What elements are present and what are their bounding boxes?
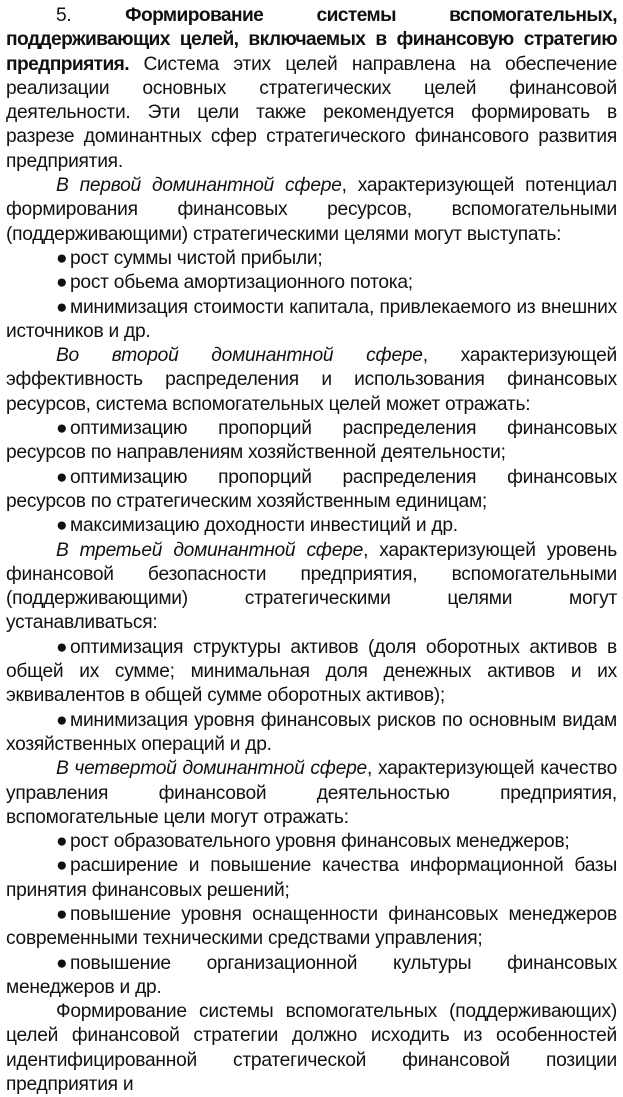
bullet-icon: ● [56,831,68,853]
list-item-text: рост суммы чистой прибыли; [70,247,323,269]
list-item-text: рост обьема амортизационного потока; [70,272,413,294]
sphere-text-4: , характеризующей качество управления финансовой деятельностью предприятия, вспомогательные цели могут отражать: [6,758,617,828]
bullet-icon: ● [56,855,68,877]
sphere-paragraph-1 [6,174,617,247]
bullet-icon: ● [56,296,68,318]
list-item [6,466,617,515]
list-item [6,514,617,538]
list-item [6,854,617,903]
list-item [6,296,617,345]
list-item [6,709,617,758]
sphere-paragraph-3 [6,539,617,636]
list-item-text: повышение организационной культуры финансовых менеджеров и др. [6,952,617,998]
sphere-lead-3: В третьей доминантной сфере [56,539,364,561]
bullet-icon: ● [56,515,68,537]
bullet-icon: ● [56,247,68,269]
list-item-text: минимизация стоимости капитала, привлекаемого из внешних источников и др. [6,296,617,342]
closing-paragraph: Формирование системы вспомогательных (поддерживающих) целей финансовой стратегии должно исходить из особенностей идентифицированной стратегической финансовой позиции предприятия и [6,1001,617,1096]
bullet-icon: ● [56,418,68,440]
bullet-icon: ● [56,636,68,658]
sphere-lead-4: В четвертой доминантной сфере [56,758,367,780]
sphere-text-3: , характеризующей уровень финансовой безопасности предприятия, вспомогательными (поддерживающими) стратегическими целями могут устанавливаться: [6,539,618,634]
list-item [6,903,617,952]
sphere-lead-2: Во второй доминантной сфере [56,345,423,367]
list-item [6,952,617,1001]
bullet-icon: ● [56,466,68,488]
list-item [6,830,617,854]
intro-paragraph [6,4,617,174]
list-item [6,417,617,466]
list-item [6,271,617,295]
list-item [6,247,617,271]
sphere-text-2: , характеризующей эффективность распределения и использования финансовых ресурсов, система вспомогательных целей может отражать: [6,345,617,415]
bullet-icon: ● [56,952,68,974]
list-item-text: оптимизацию пропорций распределения финансовых ресурсов по направлениям хозяйственной деятельности; [6,418,617,464]
bullet-icon: ● [56,272,68,294]
bullet-icon: ● [56,903,68,925]
sphere-paragraph-4 [6,757,617,830]
list-item-text: оптимизацию пропорций распределения финансовых ресурсов по стратегическим хозяйственным единицам; [6,466,617,512]
intro-text: Система этих целей направлена на обеспечение реализации основных стратегических целей финансовой деятельности. Эти цели также рекомендуется формировать в разрезе доминантных сфер стратегического финансового развития предприятия. [6,53,617,172]
sphere-lead-1: В первой доминантной сфере [56,175,342,197]
list-item-text: расширение и повышение качества информационной базы принятия финансовых решений; [6,855,617,901]
list-item-text: максимизацию доходности инвестиций и др. [70,515,458,537]
section-heading: Формирование системы вспомогательных, поддерживающих целей, включаемых в финансовую стратегию предприятия. [6,5,617,75]
list-item-text: повышение уровня оснащенности финансовых менеджеров современными техническими средствами управления; [6,903,617,950]
list-item [6,636,617,709]
bullet-icon: ● [56,709,68,731]
list-item-text: оптимизация структуры активов (доля оборотных активов в общей их сумме; минимальная доля денежных активов и их эквивалентов в общей сумме оборотных активов); [6,636,617,707]
sphere-text-1: , характеризующей потенциал формирования финансовых ресурсов, вспомогательными (поддерживающими) стратегическими целями могут выступать: [6,175,617,245]
item-number: 5. [56,5,72,26]
list-item-text: рост образовательного уровня финансовых менеджеров; [70,831,570,853]
list-item-text: минимизация уровня финансовых рисков по основным видам хозяйственных операций и др. [6,709,617,755]
sphere-paragraph-2 [6,344,617,417]
